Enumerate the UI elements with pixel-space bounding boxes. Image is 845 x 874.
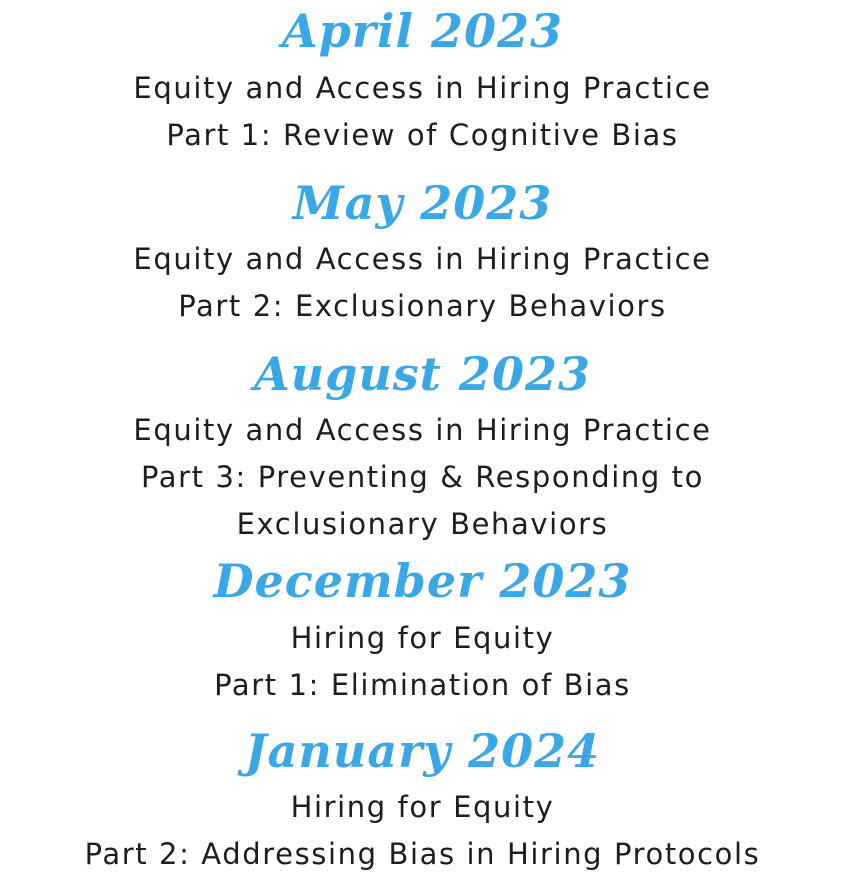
session-date-heading: April 2023 [281, 4, 564, 58]
session-date-heading: August 2023 [254, 347, 591, 401]
session-subtitle: Part 2: Addressing Bias in Hiring Protocols [84, 837, 761, 871]
session-subtitle: Part 3: Preventing & Responding to [141, 460, 704, 494]
session-subtitle: Part 1: Review of Cognitive Bias [166, 118, 679, 152]
session-title: Equity and Access in Hiring Practice [133, 413, 712, 447]
session-title: Hiring for Equity [290, 790, 555, 824]
session-date-heading: December 2023 [213, 554, 632, 608]
session-date-heading: January 2024 [244, 724, 601, 778]
session-subtitle-continued: Exclusionary Behaviors [236, 507, 609, 541]
session-subtitle: Part 2: Exclusionary Behaviors [178, 289, 667, 323]
session-title: Hiring for Equity [290, 621, 555, 655]
session-title: Equity and Access in Hiring Practice [133, 242, 712, 276]
session-title: Equity and Access in Hiring Practice [133, 71, 712, 105]
session-date-heading: May 2023 [292, 176, 553, 230]
session-subtitle: Part 1: Elimination of Bias [214, 668, 631, 702]
